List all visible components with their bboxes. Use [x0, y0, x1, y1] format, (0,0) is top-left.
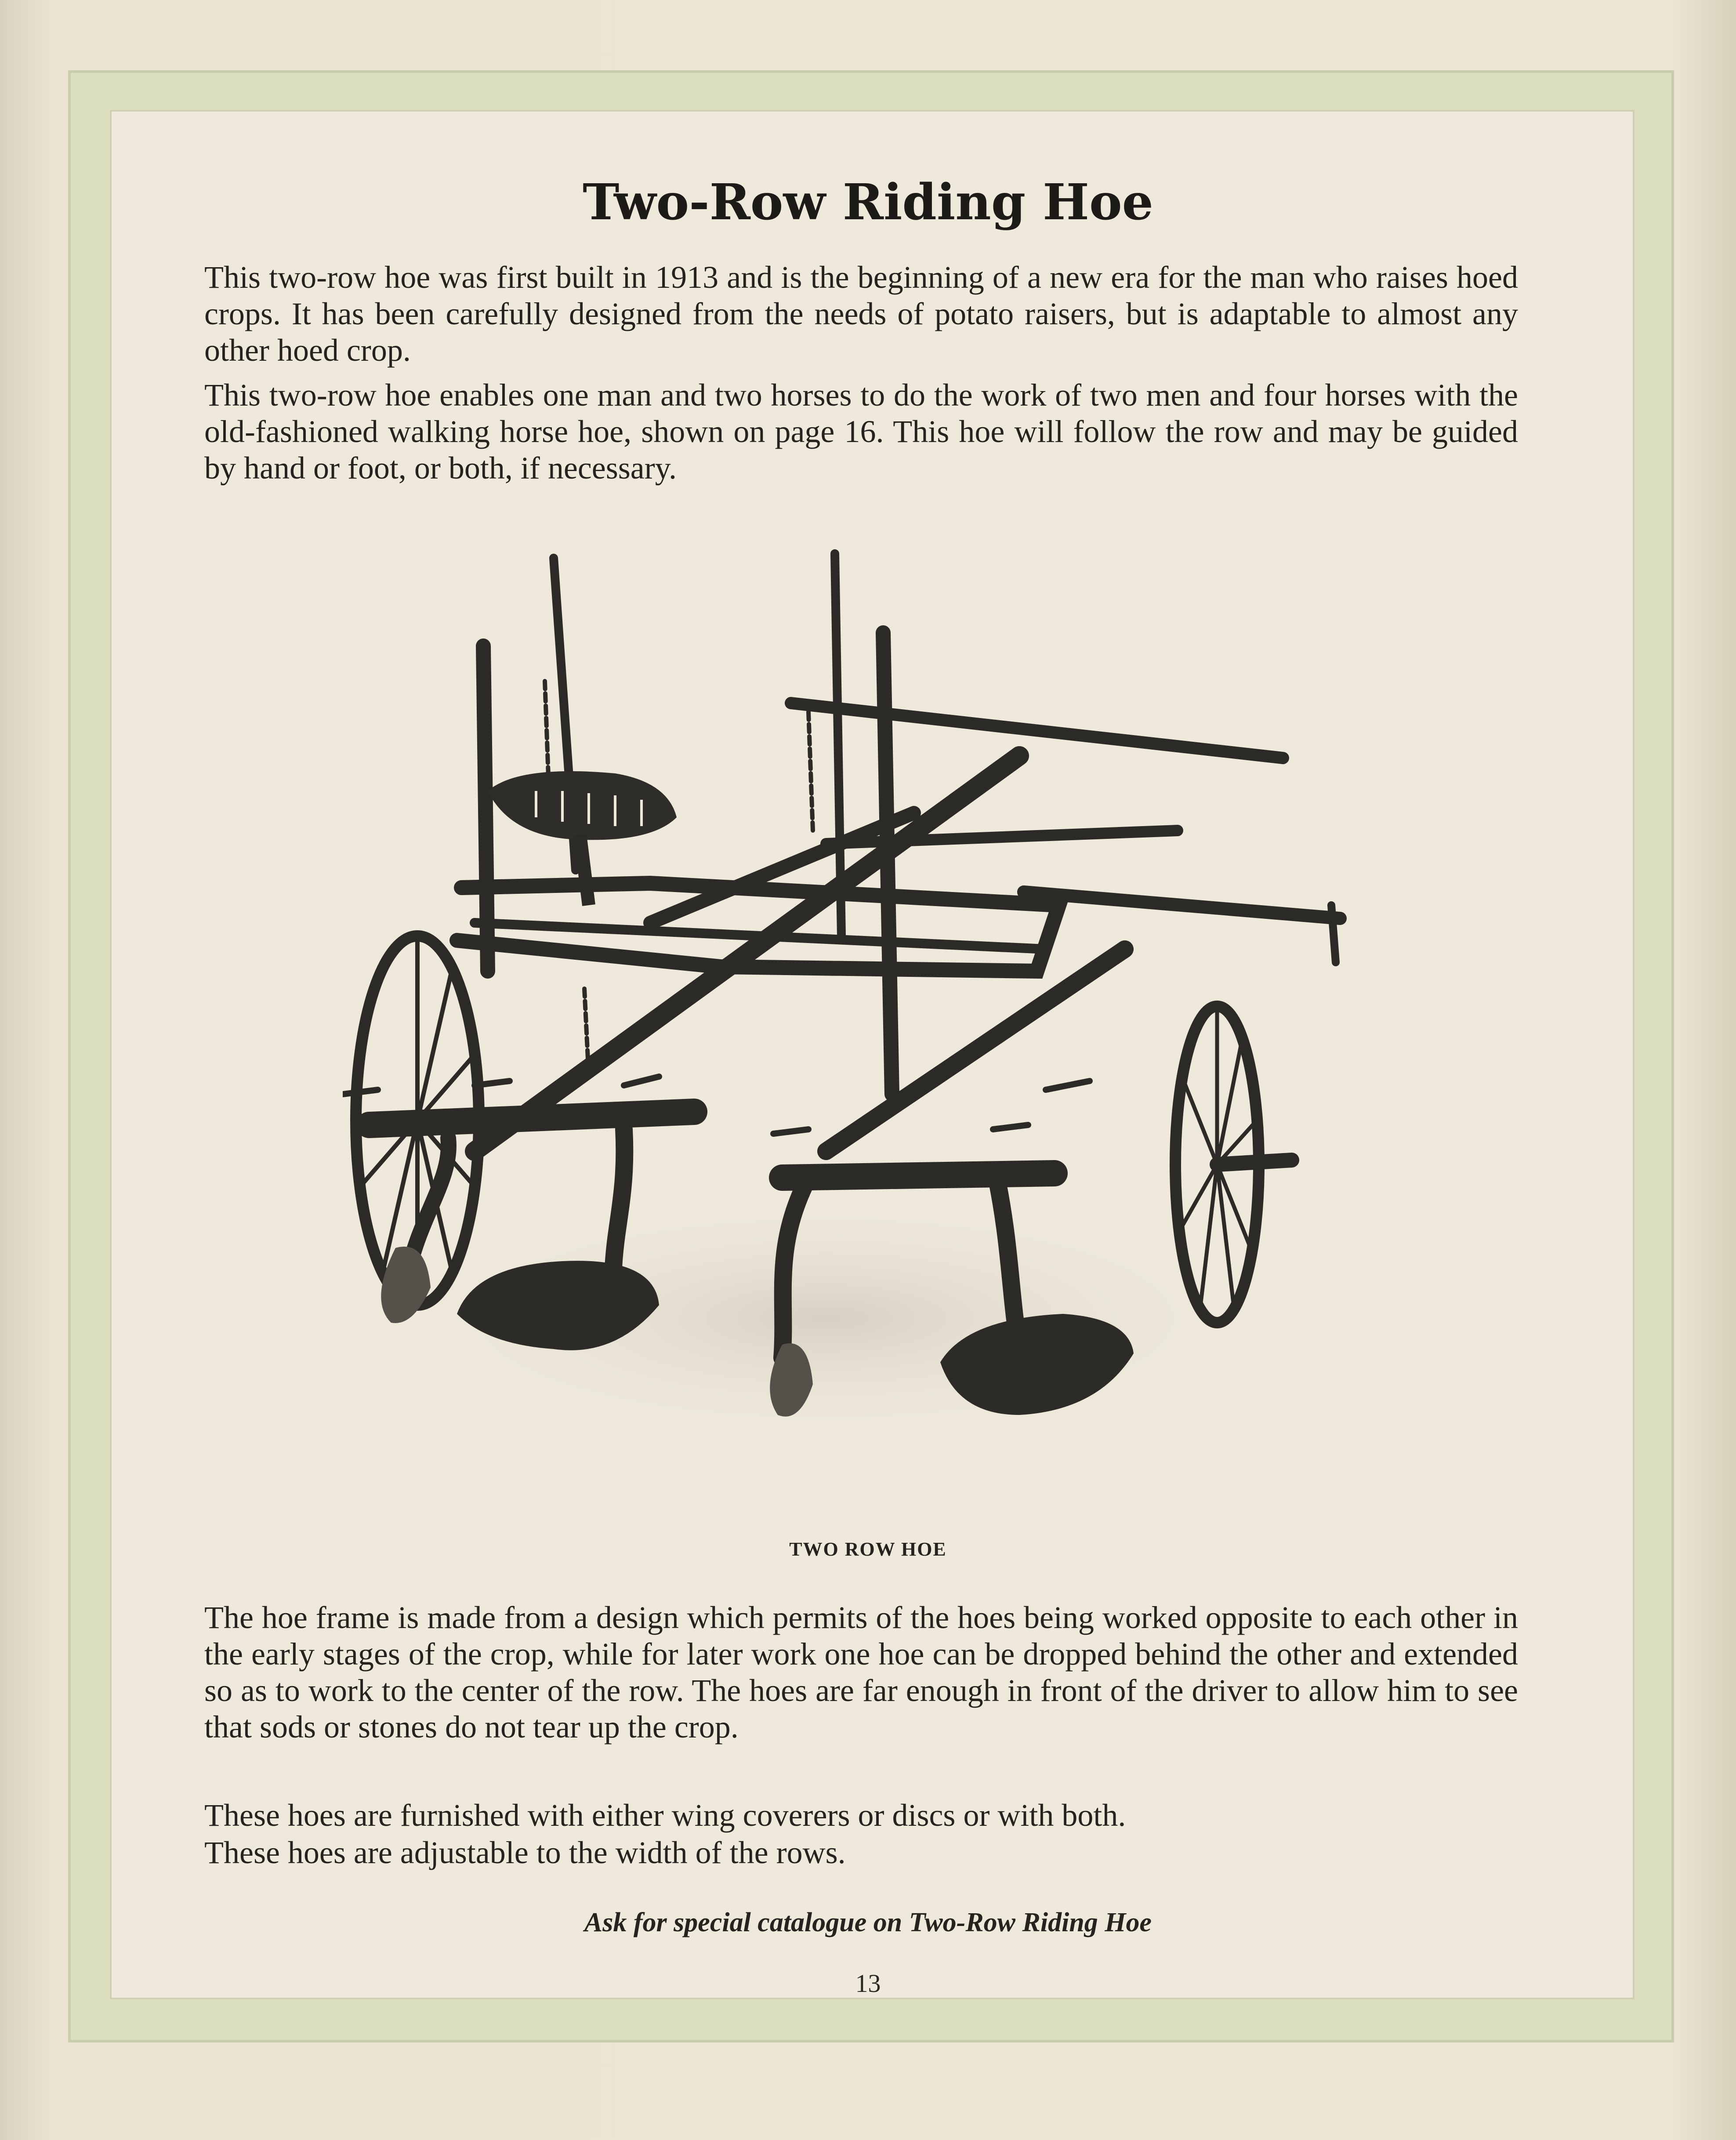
intro-paragraph-1: This two-row hoe was first built in 1913 and is the beginning of a new era for the man who raises hoed crops. It has been carefully designed from the needs of potato raisers, but is adaptable to almost any other hoed crop. — [204, 260, 1518, 368]
detail-paragraph-3: These hoes are adjustable to the width of the rows. — [204, 1835, 846, 1870]
intro-paragraph-2: This two-row hoe enables one man and two horses to do the work of two men and four horses with the old-fashioned walking horse hoe, shown on page 16. This hoe will follow the row and may be guided by hand or foot, or both, if necessary. — [204, 377, 1518, 486]
catalogue-note: Ask for special catalogue on Two-Row Riding Hoe — [584, 1908, 1152, 1937]
detail-paragraph-1: The hoe frame is made from a design which permits of the hoes being worked opposite to each other in the early stages of the crop, while for later work one hoe can be dropped behind the other and extended so as to work to the center of the row. The hoes are far enough in front of the driver to allow him to see that sods or stones do not tear up the crop. — [204, 1600, 1518, 1745]
figure-caption: TWO ROW HOE — [789, 1538, 947, 1560]
page-number: 13 — [855, 1969, 881, 1998]
detail-paragraph-2: These hoes are furnished with either wing coverers or discs or with both. — [204, 1798, 1126, 1833]
two-row-hoe-illustration — [343, 527, 1388, 1485]
page-title: Two-Row Riding Hoe — [583, 174, 1153, 231]
